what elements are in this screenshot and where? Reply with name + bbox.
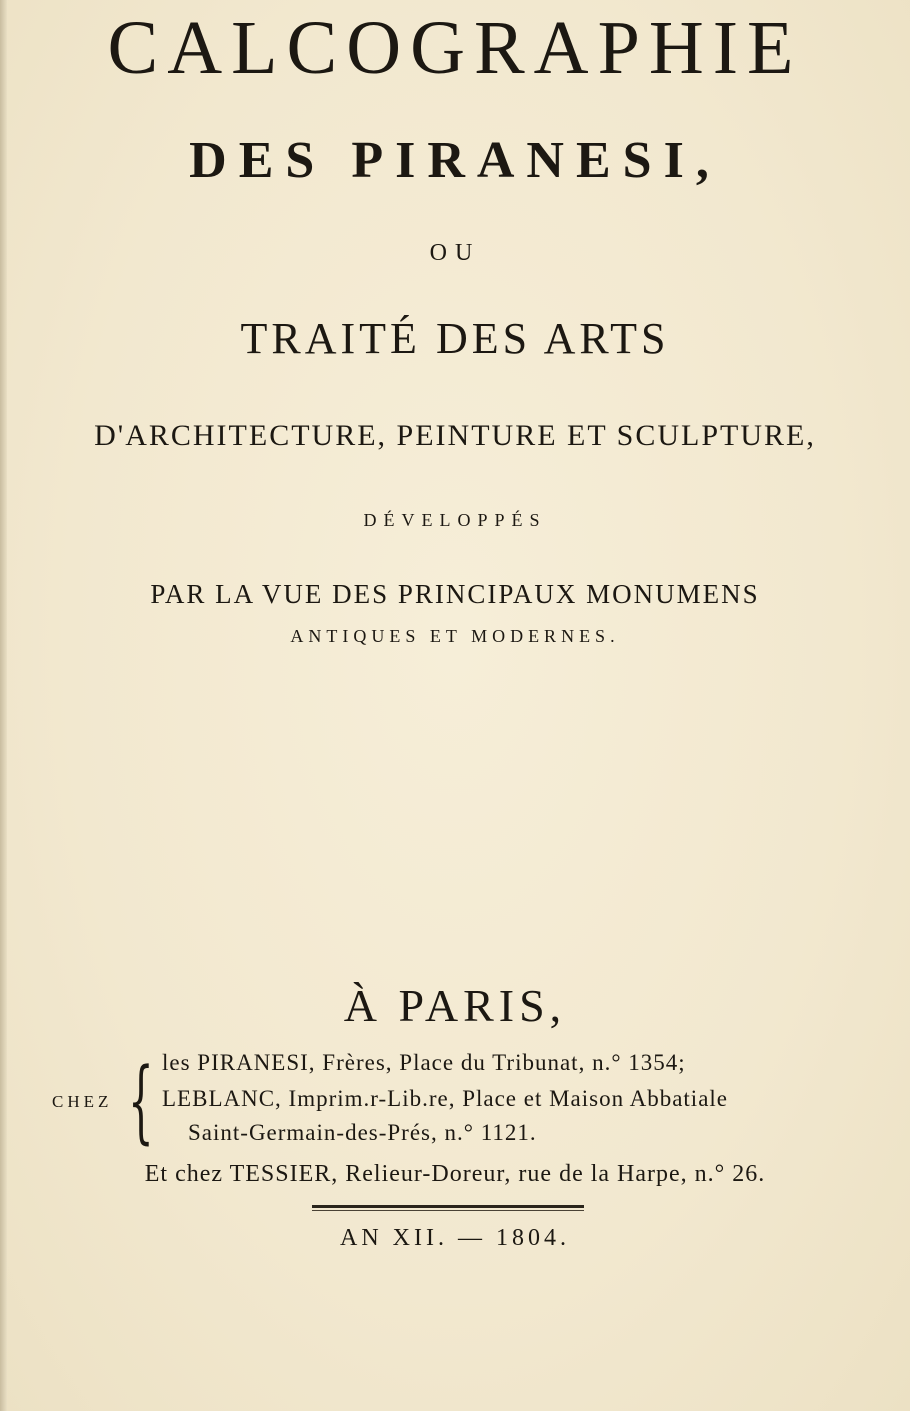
imprint-place: À PARIS, [343,980,567,1031]
chez-label: CHEZ [52,1092,113,1111]
publisher-block [0,1048,910,1158]
imprint-date: AN XII. — 1804. [340,1225,570,1251]
page-edge-shadow [0,0,7,1411]
publisher-address-3: Saint-Germain-des-Prés, n.° 1121. [188,1120,537,1145]
publisher-address-2: LEBLANC, Imprim.r-Lib.re, Place et Maison Abbatiale [162,1086,728,1111]
divider-rule [312,1205,584,1208]
left-brace-glyph: { [128,1049,154,1154]
title-line-traite: TRAITÉ DES ARTS [240,314,670,363]
title-line-monumens: PAR LA VUE DES PRINCIPAUX MONUMENS [150,579,760,609]
divider-rule-thin [312,1210,584,1211]
title-line-antiques: ANTIQUES ET MODERNES. [290,626,620,646]
title-line-des-piranesi: DES PIRANESI, [189,132,721,189]
title-line-developpes: DÉVELOPPÉS [363,510,547,530]
title-line-calcographie: CALCOGRAPHIE [107,6,803,90]
publisher-address-4: Et chez TESSIER, Relieur-Doreur, rue de la Harpe, n.° 26. [144,1161,766,1187]
title-line-architecture: D'ARCHITECTURE, PEINTURE ET SCULPTURE, [94,419,816,452]
title-line-ou: OU [429,240,481,266]
publisher-address-1: les PIRANESI, Frères, Place du Tribunat, n.° 1354; [162,1050,686,1075]
